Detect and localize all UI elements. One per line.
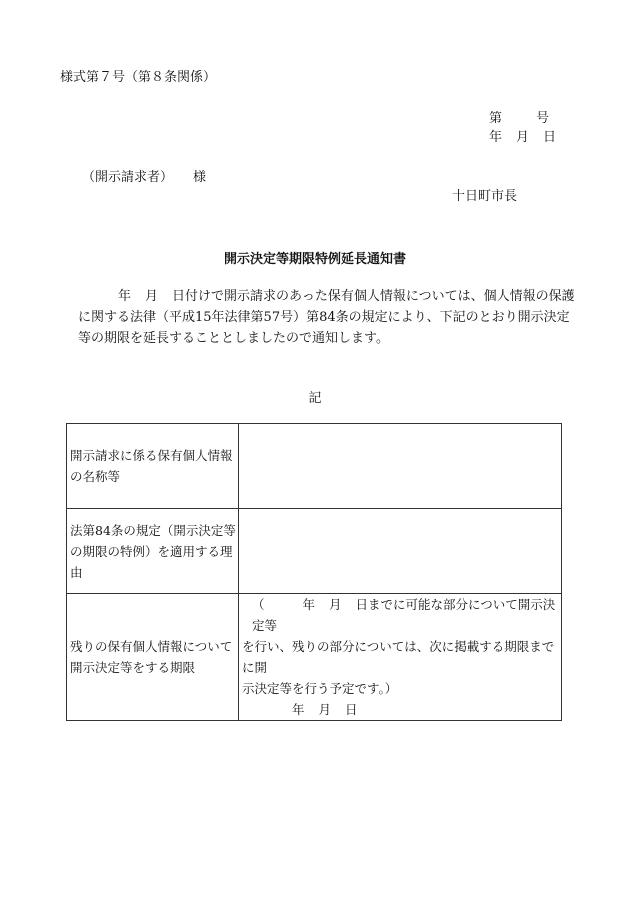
row3-date bbox=[242, 699, 561, 720]
row3-text2: を行い、残りの部分については、次に掲載する期限までに開 bbox=[242, 639, 555, 675]
body-month: 月 bbox=[145, 289, 159, 304]
body-text: 日付けで開示請求のあった保有個人情報については、個人情報の保護に関する法律（平成15年法律第57号）第84条の規定により、下記のとおり開示決定等の期限を延長することとしましたので通知します。 bbox=[78, 289, 575, 346]
body-paragraph bbox=[78, 286, 576, 349]
row3-month: 月 bbox=[329, 597, 342, 612]
sender: 十日町市長 bbox=[451, 189, 517, 204]
row3-open-paren: （ bbox=[252, 597, 265, 612]
table-row bbox=[67, 509, 562, 594]
ki-heading: 記 bbox=[308, 391, 322, 406]
row3-label: 残りの保有個人情報について開示決定等をする期限 bbox=[67, 594, 239, 721]
document-number-prefix: 第 bbox=[489, 111, 503, 126]
form-number: 様式第７号（第８条関係） bbox=[60, 70, 217, 85]
row3-date-month: 月 bbox=[318, 702, 332, 717]
row3-text1: 日までに可能な部分について開示決定等 bbox=[252, 597, 556, 633]
document-number-suffix: 号 bbox=[536, 111, 550, 126]
row3-value bbox=[239, 594, 562, 721]
document-number bbox=[489, 107, 549, 126]
row1-value bbox=[239, 424, 562, 509]
addressee bbox=[82, 166, 206, 185]
row2-label: 法第84条の規定（開示決定等の期限の特例）を適用する理由 bbox=[67, 509, 239, 594]
document-title: 開示決定等期限特例延長通知書 bbox=[223, 252, 406, 267]
addressee-name: （開示請求者） bbox=[82, 170, 174, 185]
addressee-honorific: 様 bbox=[193, 170, 207, 185]
table-row bbox=[67, 594, 562, 721]
row3-text3: 示決定等を行う予定です。） bbox=[242, 681, 398, 696]
row2-value bbox=[239, 509, 562, 594]
issue-date-year: 年 bbox=[489, 130, 503, 145]
row3-date-day: 日 bbox=[345, 702, 358, 717]
detail-table bbox=[66, 423, 562, 721]
row1-label: 開示請求に係る保有個人情報の名称等 bbox=[67, 424, 239, 509]
row3-date-year: 年 bbox=[292, 702, 305, 717]
table-row bbox=[67, 424, 562, 509]
row3-year: 年 bbox=[302, 597, 316, 612]
issue-date-month: 月 bbox=[516, 130, 530, 145]
body-year: 年 bbox=[118, 289, 132, 304]
issue-date bbox=[489, 126, 556, 145]
issue-date-day: 日 bbox=[543, 130, 557, 145]
